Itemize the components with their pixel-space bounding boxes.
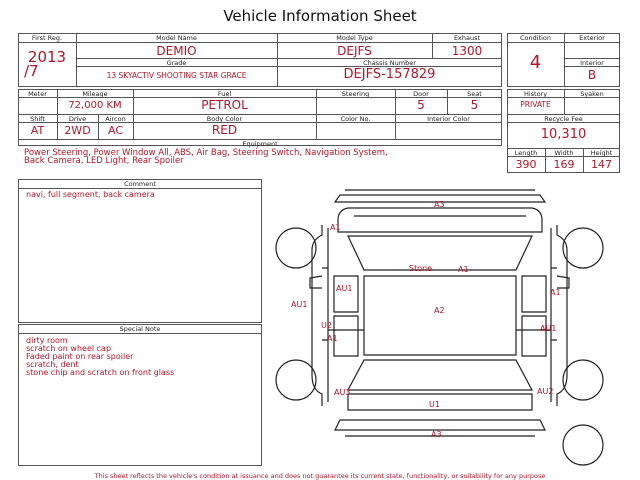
sheet-title: Vehicle Information Sheet [223,7,417,25]
exterior-label: Exterior [579,34,605,42]
model-type-label: Model Type [336,34,373,42]
color-no-label: Color No. [340,115,371,123]
special-note-value: dirty room scratch on wheel cap Faded paint on rear spoiler scratch, dent stone chip and scratch on front glass [26,336,175,377]
fuel-value: PETROL [201,98,248,112]
comment-box [18,179,262,323]
first-reg-month: /7 [24,62,39,80]
disclaimer-footer: This sheet reflects the vehicle's condition at issuance and does not guarantee its current state, functionality, or suitability for any purpose [94,472,546,480]
chassis-value: DEJFS-157829 [343,67,436,82]
fuel-label: Fuel [217,90,232,98]
exhaust-value: 1300 [451,44,483,58]
interior-color-label: Interior Color [427,115,470,123]
length-value: 390 [515,158,537,171]
condition-label: Condition [519,34,552,42]
exhaust-label: Exhaust [453,34,481,42]
wheel-rear-right [563,360,603,400]
drive-label: Drive [68,115,87,123]
condition-value: 4 [529,52,542,73]
model-name-label: Model Name [156,34,197,42]
steering-label: Steering [341,90,370,98]
damage-mark-au-left-mid: AU1 [291,300,308,309]
grade-value: 13 SKYACTIV SHOOTING STAR GRACE [106,71,247,80]
shift-value: AT [30,124,45,137]
meter-label: Meter [28,90,47,98]
damage-mark-a1-glass: A1 [458,265,469,274]
mileage-label: Mileage [82,90,108,98]
recycle-fee-label: Recycle Fee [544,115,583,123]
damage-mark-a3-top: A3 [434,200,445,209]
mileage-value: 72,000 KM [68,100,122,111]
interior-value: B [587,68,597,82]
special-note-label: Special Note [119,325,161,333]
length-label: Length [514,149,538,157]
damage-mark-a1-front-left: A1 [330,223,341,232]
wheel-front-right [563,228,603,268]
damage-mark-a2-center: A2 [434,306,445,315]
width-label: Width [554,149,574,157]
comment-value: navi, full segment, back camera [26,190,155,199]
chassis-label: Chassis Number [363,59,416,67]
syaken-label: Syaken [580,90,604,98]
model-name-value: DEMIO [156,44,197,58]
wheel-front-left [276,228,316,268]
damage-mark-u1: U1 [429,400,440,409]
body-color-value: RED [211,123,238,137]
height-label: Height [590,149,613,157]
damage-mark-au1-right: AU1 [540,324,557,333]
damage-mark-au3: AU3 [334,388,351,397]
damage-mark-au2: AU2 [537,387,554,396]
damage-mark-a1-left-low: A1 [327,334,338,343]
seat-label: Seat [467,90,482,98]
history-value: PRIVATE [520,100,551,109]
equipment-value: Power Steering, Power Window All, ABS, Air Bag, Steering Switch, Navigation System, Back Camera, LED Light, Rear Spoiler [24,148,388,166]
body-color-label: Body Color [206,115,243,123]
comment-label: Comment [124,180,156,188]
shift-label: Shift [30,115,45,123]
first-reg-year: 2013 [27,48,67,66]
damage-mark-u2: U2 [321,321,332,330]
drive-value: 2WD [64,124,91,137]
door-value: 5 [417,98,425,112]
history-label: History [523,90,548,98]
damage-mark-a3-bottom: A3 [431,430,442,439]
damage-mark-au1-left: AU1 [336,284,353,293]
grade-label: Grade [166,59,187,67]
damage-mark-a1-right: A1 [550,288,561,297]
equipment-label: Equipment [242,140,278,148]
height-value: 147 [591,158,612,171]
wheel-rear-left [276,360,316,400]
width-value: 169 [553,158,575,171]
recycle-fee-value: 10,310 [540,127,587,142]
interior-label: Interior [580,59,604,67]
seat-value: 5 [470,98,479,112]
aircon-label: Aircon [105,115,126,123]
damage-mark-stone: Stone [409,264,433,273]
first-reg-label: First Reg. [31,34,63,42]
aircon-value: AC [107,124,123,137]
door-label: Door [413,90,429,98]
model-type-value: DEJFS [337,44,372,58]
spare-wheel [563,425,603,465]
